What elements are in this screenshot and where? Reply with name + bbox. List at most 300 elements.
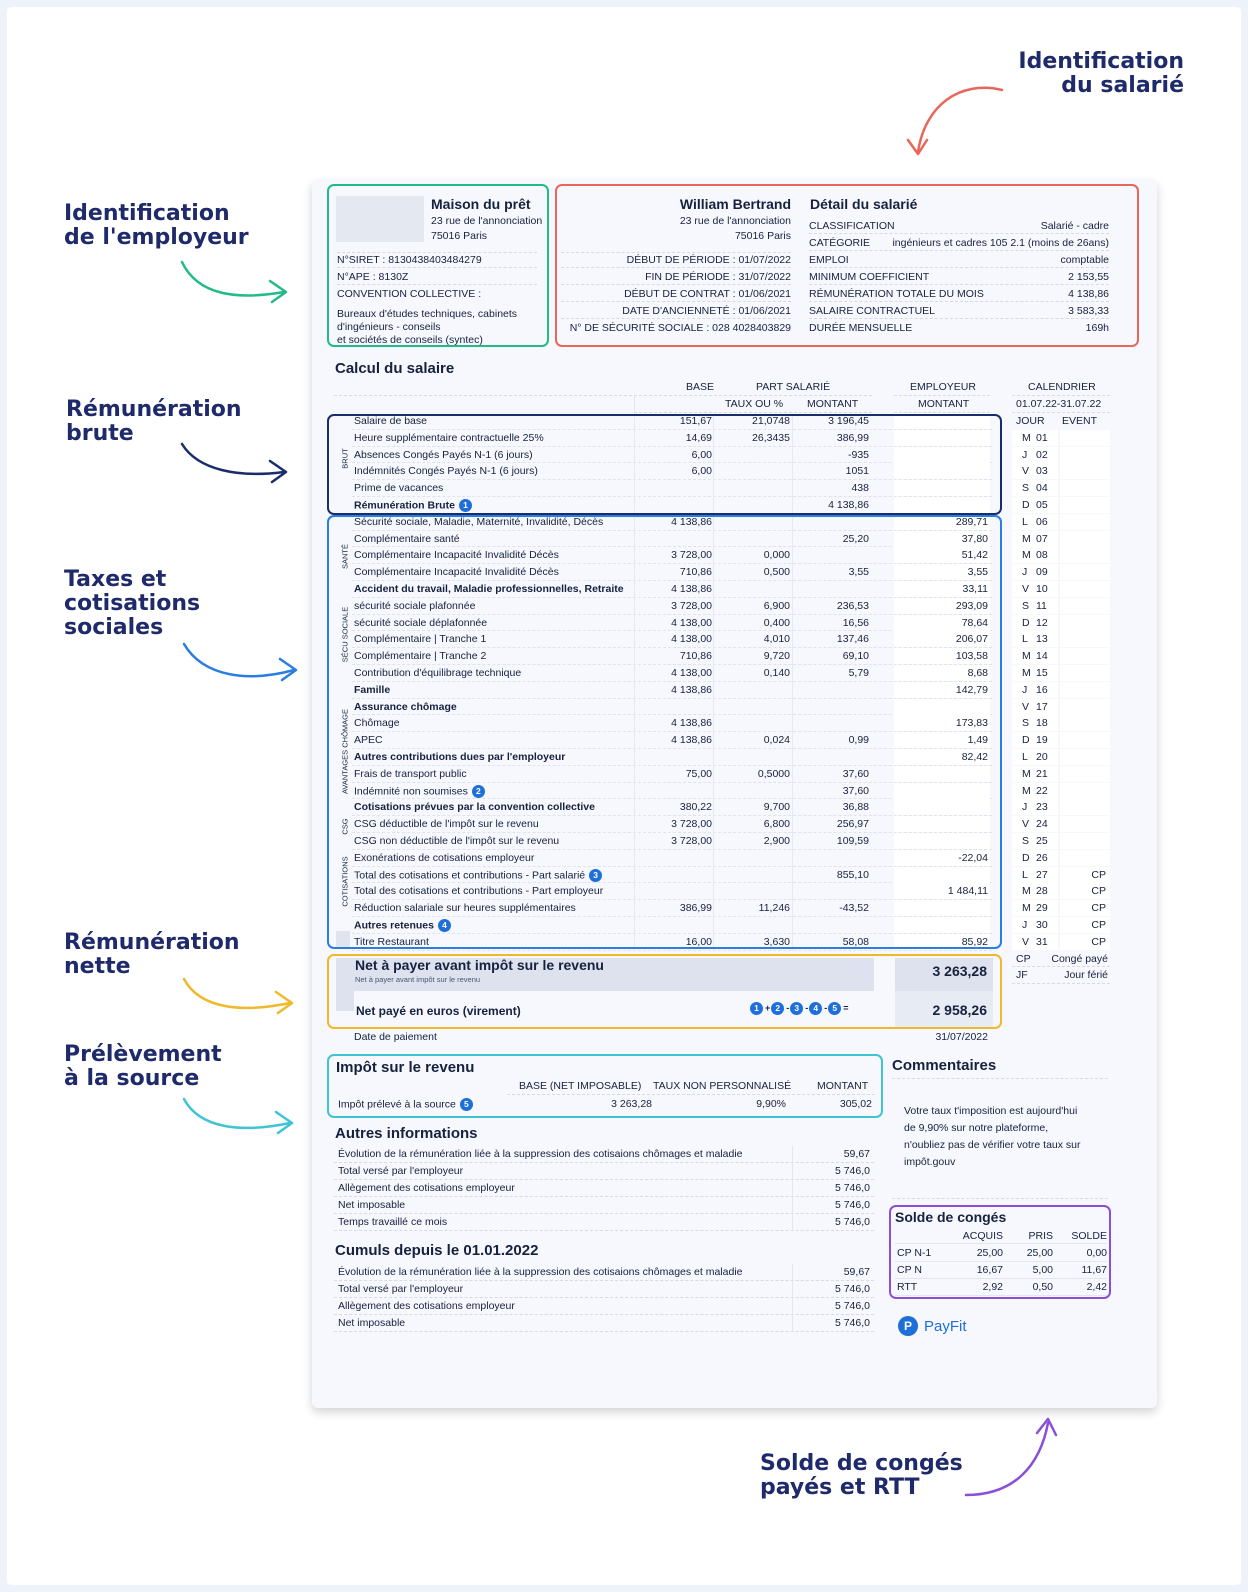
employee-box (555, 184, 1139, 347)
section-label-cotisations: COTISATIONS (340, 856, 350, 907)
calendar-daynum: 23 (1036, 801, 1048, 814)
marker-5: 5 (460, 1098, 473, 1111)
salary-row-employer: 289,71 (955, 515, 988, 528)
calendar-event-cell (1060, 631, 1110, 647)
salary-row-label: Titre Restaurant (354, 935, 429, 948)
employee-detail-row (809, 218, 1109, 234)
calendar-legend-code: JF (1016, 969, 1028, 982)
salary-row-montant: 438 (851, 482, 869, 495)
calendar-day-cell (1012, 547, 1058, 563)
employee-detail-value: Salarié - cadre (1040, 219, 1109, 232)
salary-row-employer: 1 484,11 (947, 885, 988, 898)
salary-row-base: 75,00 (685, 767, 712, 780)
calendar-day (1012, 615, 1110, 632)
salary-row-base: 4 138,86 (671, 515, 712, 528)
calendar-day-cell (1012, 598, 1058, 614)
calendar-daynum: 19 (1036, 734, 1048, 747)
calendar-weekday: V (1022, 583, 1030, 595)
calendar-weekday: M (1022, 650, 1031, 663)
annotation-employer-id: Identification de l'employeur (64, 201, 249, 250)
calendar-day (1012, 547, 1110, 564)
salary-header-row (334, 379, 872, 396)
income-tax-h-rate: TAUX NON PERSONNALISÉ (653, 1080, 792, 1092)
other_info-value: 5 746,0 (834, 1199, 870, 1211)
employer-siret: N°SIRET : 8130438403484279 (337, 252, 537, 268)
leave-header (895, 1228, 1107, 1244)
other_info-value: 5 746,0 (834, 1216, 870, 1228)
other_info-row (334, 1214, 874, 1231)
income-tax-box (327, 1054, 883, 1118)
salary-row-employer: 142,79 (955, 683, 988, 696)
calendar-day-cell (1012, 631, 1058, 647)
col-divider (792, 1214, 793, 1231)
salary-row-base: 3 728,00 (671, 549, 712, 562)
income-tax-label: Impôt prélevé à la source 5 (338, 1098, 473, 1111)
income-tax-h-amount: MONTANT (817, 1080, 869, 1092)
salary-row-label: Indémnité non soumises 2 (354, 785, 654, 798)
cumuls-value: 5 746,0 (834, 1300, 870, 1312)
leave-row-pris: 0,50 (1032, 1281, 1053, 1293)
calendar-day-cell (1012, 766, 1058, 782)
salary-row-employer: 293,09 (955, 599, 988, 612)
leave-title: Solde de congés (895, 1209, 1007, 1225)
salary-row-label: Total des cotisations et contributions - Part employeur (354, 885, 604, 898)
calendar-day-cell (1012, 749, 1058, 765)
calendar-day (1012, 682, 1110, 699)
calendar-event: CP (1091, 902, 1106, 915)
calendar-daynum: 22 (1036, 784, 1048, 797)
annotation-leave: Solde de congés payés et RTT (760, 1451, 963, 1500)
header-montant: MONTANT (807, 398, 859, 410)
arrow-gross-icon (178, 440, 293, 490)
salary-row-taux: 0,400 (763, 616, 790, 629)
calendar-event-cell (1060, 699, 1110, 715)
salary-row-label: Complémentaire Incapacité Invalidité Décès (354, 549, 559, 562)
leave-row-label: CP N (897, 1264, 922, 1276)
header-taux: TAUX OU % (725, 398, 784, 410)
calendar-day (1012, 430, 1110, 447)
calendar-weekday: J (1022, 448, 1028, 461)
calendar-daynum: 05 (1036, 499, 1048, 511)
formula-operator: - (786, 1002, 790, 1013)
salary-row-label: Total des cotisations et contributions - Part salarié 3 (354, 869, 654, 882)
salary-row-label: sécurité sociale plafonnée (354, 599, 476, 612)
arrow-employee-id-icon (900, 80, 1010, 160)
net-formula (749, 1002, 849, 1015)
salary-row-montant: 69,10 (842, 650, 869, 663)
salary-row-label: Heure supplémentaire contractuelle 25% (354, 431, 544, 444)
calendar-event: CP (1091, 919, 1106, 931)
employer-ape: N°APE : 8130Z (337, 269, 537, 285)
other_info-value: 5 746,0 (834, 1165, 870, 1177)
salary-row-label: CSG déductible de l'impôt sur le revenu (354, 818, 539, 831)
salary-row-base: 4 138,00 (671, 633, 712, 646)
calendar-day-cell (1012, 816, 1058, 832)
salary-row-employer: 173,83 (955, 717, 988, 730)
header-montant2: MONTANT (918, 398, 970, 410)
calendar-day-cell (1012, 934, 1058, 950)
calendar-day-cell (1012, 497, 1058, 513)
cumuls-label: Évolution de la rémunération liée à la suppression des cotisaions chômages et maladie (338, 1266, 743, 1278)
calendar-weekday: S (1022, 482, 1030, 495)
formula-operator: - (824, 1002, 828, 1013)
salary-row-montant: 36,88 (842, 801, 869, 814)
salary-row-label: Autres retenues 4 (354, 919, 654, 932)
header-jour: JOUR (1016, 415, 1045, 427)
calendar-daynum: 02 (1036, 448, 1048, 461)
salary-row-employer: 82,42 (961, 751, 988, 763)
calendar-daynum: 26 (1036, 851, 1048, 864)
calendar-daynum: 20 (1036, 751, 1048, 763)
calendar-daynum: 25 (1036, 835, 1048, 847)
calendar-day (1012, 934, 1110, 951)
calendar-daynum: 24 (1036, 818, 1048, 831)
salary-row-montant: 109,59 (836, 835, 869, 847)
calendar-day (1012, 480, 1110, 497)
calendar-event: CP (1091, 935, 1106, 948)
cumuls-value: 5 746,0 (834, 1317, 870, 1329)
leave-row-solde: 2,42 (1086, 1281, 1107, 1293)
col-divider (792, 1146, 793, 1163)
calendar-day-cell (1012, 732, 1058, 748)
calendar-weekday: V (1022, 818, 1030, 831)
marker-1: 1 (459, 499, 472, 512)
header-employeur-cell (894, 379, 990, 396)
salary-row-montant: 16,56 (842, 616, 869, 629)
salary-row-label: Rémunération Brute 1 (354, 499, 654, 512)
salary-row-label: Contribution d'équilibrage technique (354, 667, 522, 679)
salary-row-taux: 9,720 (763, 650, 790, 663)
employee-detail-row (809, 269, 1109, 285)
section-label-sante: SANTÉ (340, 544, 350, 570)
salary-row-label: Salaire de base (354, 415, 427, 427)
income-tax-header (507, 1078, 875, 1095)
cumuls-label: Total versé par l'employeur (338, 1283, 464, 1295)
calendar-daynum: 31 (1036, 935, 1048, 948)
calendar-day (1012, 648, 1110, 665)
calendar-day-cell (1012, 833, 1058, 849)
salary-row-label: Famille (354, 683, 391, 696)
other_info-label: Évolution de la rémunération liée à la suppression des cotisaions chômages et maladie (338, 1148, 743, 1160)
calendar-day (1012, 463, 1110, 480)
calendar-day-cell (1012, 900, 1058, 916)
calendar-day (1012, 665, 1110, 682)
calendar-weekday: D (1022, 616, 1030, 629)
calendar-event-cell (1060, 547, 1110, 563)
salary-row-base: 710,86 (679, 566, 712, 579)
calendar-legend-label: Jour férié (1064, 969, 1108, 982)
salary-row-label: Complémentaire Incapacité Invalidité Décès (354, 566, 559, 579)
employee-detail-label: CATÉGORIE (809, 236, 871, 249)
salary-row-taux: 0,5000 (757, 767, 790, 780)
calendar-day (1012, 514, 1110, 531)
net-before-tax-value: 3 263,28 (932, 963, 987, 979)
salary-row-base: 4 138,86 (671, 734, 712, 747)
salary-title: Calcul du salaire (335, 360, 455, 377)
salary-row-base: 16,00 (685, 935, 712, 948)
formula-operator: + (765, 1002, 771, 1013)
calendar-legend-code: CP (1016, 952, 1031, 965)
calendar-legend-label: Congé payé (1051, 952, 1108, 965)
other_info-label: Temps travaillé ce mois (338, 1216, 448, 1228)
calendar-daynum: 18 (1036, 717, 1048, 730)
salary-row-base: 3 728,00 (671, 818, 712, 831)
salary-row-montant: 236,53 (836, 599, 869, 612)
brand-name: PayFit (924, 1317, 967, 1335)
salary-row-base: 386,99 (679, 902, 712, 915)
other_info-row (334, 1197, 874, 1214)
cumuls-label: Allègement des cotisations employeur (338, 1300, 515, 1312)
salary-row-taux: 0,024 (763, 734, 790, 747)
income-tax-title: Impôt sur le revenu (336, 1059, 475, 1076)
salary-row-base: 4 138,86 (671, 583, 712, 595)
leave-row (895, 1245, 1107, 1262)
calendar-weekday: J (1022, 683, 1028, 696)
brand (898, 1316, 967, 1336)
employee-address1: 23 rue de l'annonciation (679, 215, 791, 227)
calendar-day-cell (1012, 783, 1058, 799)
calendar-event-cell (1060, 648, 1110, 664)
other_info-label: Total versé par l'employeur (338, 1165, 464, 1177)
calendar-event-cell (1060, 430, 1110, 446)
employee-detail-label: DURÉE MENSUELLE (809, 322, 913, 334)
calendar-day (1012, 883, 1110, 900)
calendar-weekday: J (1022, 801, 1028, 814)
calendar-weekday: M (1022, 549, 1031, 562)
leave-row-pris: 25,00 (1026, 1247, 1053, 1259)
salary-row-montant: 3,55 (848, 566, 869, 579)
other_info-row (334, 1146, 874, 1163)
salary-row-taux: 0,140 (763, 667, 790, 679)
salary-row-employer: 85,92 (961, 935, 988, 948)
salary-row-taux: 3,630 (763, 935, 790, 948)
calendar-event-cell (1060, 850, 1110, 866)
cumuls-row (334, 1315, 874, 1332)
other_info-value: 5 746,0 (834, 1182, 870, 1194)
payfit-logo-icon: P (898, 1316, 918, 1336)
salary-row-label: Absences Congés Payés N-1 (6 jours) (354, 448, 533, 461)
employee-detail-row (809, 252, 1109, 268)
comments-text: Votre taux t'imposition est aujourd'hui de 9,90% sur notre plateforme, n'oubliez pas de vérifier votre taux sur impôt.gouv (904, 1105, 1081, 1168)
calendar-weekday: S (1022, 717, 1030, 730)
employee-detail-label: RÉMUNÉRATION TOTALE DU MOIS (809, 287, 984, 300)
payslip (312, 180, 1157, 1408)
calendar-day (1012, 732, 1110, 749)
net-before-tax-label: Net à payer avant impôt sur le revenu (355, 957, 604, 973)
section-label-csg: CSG (340, 818, 350, 835)
salary-row-taux: 26,3435 (752, 431, 790, 444)
salary-row-employer: 37,80 (961, 532, 988, 545)
salary-row-base: 710,86 (679, 650, 712, 663)
calendar-day (1012, 833, 1110, 850)
salary-row-label: Chômage (354, 717, 400, 730)
calendar-weekday: V (1022, 700, 1030, 713)
calendar-weekday: M (1022, 885, 1031, 898)
salary-row-label: Complémentaire | Tranche 1 (354, 633, 487, 646)
salary-row-label: Prime de vacances (354, 482, 444, 495)
net-side-bg (336, 991, 354, 1011)
salary-subheader-row (634, 396, 872, 413)
salary-row-montant: 3 196,45 (828, 415, 869, 427)
employer-address2: 75016 Paris (431, 230, 488, 242)
salary-row-base: 4 138,86 (671, 683, 712, 696)
calendar-day (1012, 564, 1110, 581)
salary-row-taux: 0,500 (763, 566, 790, 579)
calendar-daynum: 28 (1036, 885, 1048, 898)
calendar-weekday: V (1022, 465, 1030, 478)
calendar-weekday: S (1022, 835, 1030, 847)
payment-date: 31/07/2022 (935, 1031, 988, 1043)
salary-row-montant: 0,99 (848, 734, 869, 747)
employee-detail-label: MINIMUM COEFFICIENT (809, 270, 930, 283)
section-label-chomage: AVANTAGES CHÔMAGE (340, 709, 350, 795)
marker-5: 5 (828, 1002, 841, 1015)
calendar-event-cell (1060, 514, 1110, 530)
calendar-weekday: M (1022, 784, 1031, 797)
calendar-day-cell (1012, 430, 1058, 446)
calendar-day (1012, 783, 1110, 800)
salary-row-base: 151,67 (679, 415, 712, 427)
leave-row-solde: 11,67 (1081, 1264, 1107, 1276)
leave-row-pris: 5,00 (1032, 1264, 1053, 1276)
employee-contract-start: DÉBUT DE CONTRAT : 01/06/2021 (561, 286, 791, 302)
calendar-day (1012, 900, 1110, 917)
salary-row-montant: -935 (847, 448, 869, 461)
salary-row-employer: 1,49 (967, 734, 988, 747)
calendar-day-cell (1012, 514, 1058, 530)
calendar-event-cell (1060, 682, 1110, 698)
net-before-tax-sub: Net à payer avant impôt sur le revenu (355, 975, 481, 984)
leave-row-label: RTT (897, 1281, 918, 1293)
income-tax-rate: 9,90% (756, 1098, 786, 1110)
calendar-event-cell (1060, 867, 1110, 883)
salary-row-label: Indémnités Congés Payés N-1 (6 jours) (354, 465, 538, 478)
marker-4: 4 (809, 1002, 822, 1015)
calendar-day-cell (1012, 850, 1058, 866)
calendar-daynum: 21 (1036, 767, 1048, 780)
salary-row-base: 4 138,86 (671, 717, 712, 730)
income-tax-base: 3 263,28 (611, 1098, 652, 1110)
leave-row (895, 1262, 1107, 1279)
col-divider (792, 1264, 793, 1281)
marker-1: 1 (750, 1002, 763, 1015)
calendar-weekday: D (1022, 851, 1030, 864)
employee-seniority: DATE D'ANCIENNETÉ : 01/06/2021 (561, 303, 791, 319)
employer-logo-placeholder (336, 196, 424, 242)
calendar-weekday: M (1022, 767, 1031, 780)
employer-box (327, 184, 549, 347)
calendar-day-cell (1012, 682, 1058, 698)
leave-header-pris: PRIS (1028, 1230, 1053, 1242)
calendar-weekday: L (1022, 633, 1028, 646)
calendar-event: CP (1091, 885, 1106, 898)
col-divider (792, 1163, 793, 1180)
calendar-daynum: 27 (1036, 868, 1048, 881)
section-label-secu: SÉCU SOCIALE (340, 606, 350, 663)
calendar-weekday: J (1022, 566, 1028, 579)
calendar-day-cell (1012, 581, 1058, 597)
other_info-value: 59,67 (843, 1148, 870, 1160)
arrow-withholding-icon (180, 1095, 298, 1145)
calendar-event-cell (1060, 816, 1110, 832)
calendar-day-cell (1012, 648, 1058, 664)
header-base: BASE (685, 381, 714, 393)
calendar-daynum: 11 (1036, 599, 1047, 612)
employee-detail-value: 3 583,33 (1068, 304, 1109, 317)
header-calendar: CALENDRIER (1028, 381, 1096, 393)
leave-header-acquis: ACQUIS (962, 1230, 1003, 1242)
calendar-weekday: M (1022, 667, 1031, 679)
calendar-daynum: 16 (1036, 683, 1048, 696)
employer-address1: 23 rue de l'annonciation (431, 215, 543, 227)
calendar-day (1012, 917, 1110, 934)
annotation-withholding: Prélèvement à la source (64, 1042, 222, 1091)
salary-row-label: Frais de transport public (354, 767, 467, 780)
income-tax-amount: 305,02 (839, 1098, 872, 1110)
salary-row-montant: 25,20 (842, 532, 869, 545)
salary-row-employer: 103,58 (955, 650, 988, 663)
salary-row-montant: 5,79 (848, 667, 869, 679)
annotation-gross: Rémunération brute (66, 397, 242, 446)
calendar-event-cell (1060, 581, 1110, 597)
calendar-day (1012, 699, 1110, 716)
calendar-event-cell (1060, 799, 1110, 815)
marker-3: 3 (790, 1002, 803, 1015)
calendar-event: CP (1091, 868, 1106, 881)
calendar-day (1012, 766, 1110, 783)
calendar-day (1012, 816, 1110, 833)
calendar-daynum: 13 (1036, 633, 1048, 646)
calendar-day-cell (1012, 463, 1058, 479)
marker-2: 2 (472, 785, 485, 798)
salary-row-base: 6,00 (691, 465, 712, 478)
calendar-event-cell (1060, 497, 1110, 513)
calendar-day (1012, 598, 1110, 615)
calendar-event-cell (1060, 934, 1110, 950)
employee-detail-value: comptable (1060, 253, 1109, 266)
header-cal-period-cell (1012, 396, 1110, 413)
calendar-event-cell (1060, 665, 1110, 681)
arrow-taxes-icon (180, 640, 302, 690)
salary-row-montant: 58,08 (842, 935, 869, 948)
calendar-daynum: 30 (1036, 919, 1048, 931)
salary-row-montant: 386,99 (836, 431, 869, 444)
section-label-brut: BRUT (340, 448, 350, 469)
salary-row-montant: 37,60 (842, 767, 869, 780)
employee-period-start: DÉBUT DE PÉRIODE : 01/07/2022 (561, 252, 791, 268)
salary-row-employer: 206,07 (955, 633, 988, 646)
leave-row-acquis: 2,92 (982, 1281, 1003, 1293)
calendar-weekday: L (1022, 515, 1028, 528)
salary-row-employer: 51,42 (961, 549, 988, 562)
salary-row-montant: 4 138,86 (828, 499, 869, 511)
employee-detail-value: 4 138,86 (1068, 287, 1109, 300)
salary-row-montant: 37,60 (842, 784, 869, 797)
leave-row-label: CP N-1 (897, 1247, 932, 1259)
calendar-legend-row (1012, 951, 1110, 968)
calendar-day-cell (1012, 699, 1058, 715)
leave-header-solde: SOLDE (1071, 1230, 1107, 1242)
salary-row-employer: 33,11 (962, 583, 988, 595)
col-divider (792, 1281, 793, 1298)
calendar-daynum: 07 (1036, 532, 1048, 545)
salary-row-taux: 6,800 (763, 818, 790, 831)
other_info-row (334, 1163, 874, 1180)
calendar-weekday: M (1022, 902, 1031, 915)
salary-row-employer: 3,55 (967, 566, 988, 579)
calendar-day (1012, 799, 1110, 816)
salary-row-base: 380,22 (679, 801, 712, 814)
